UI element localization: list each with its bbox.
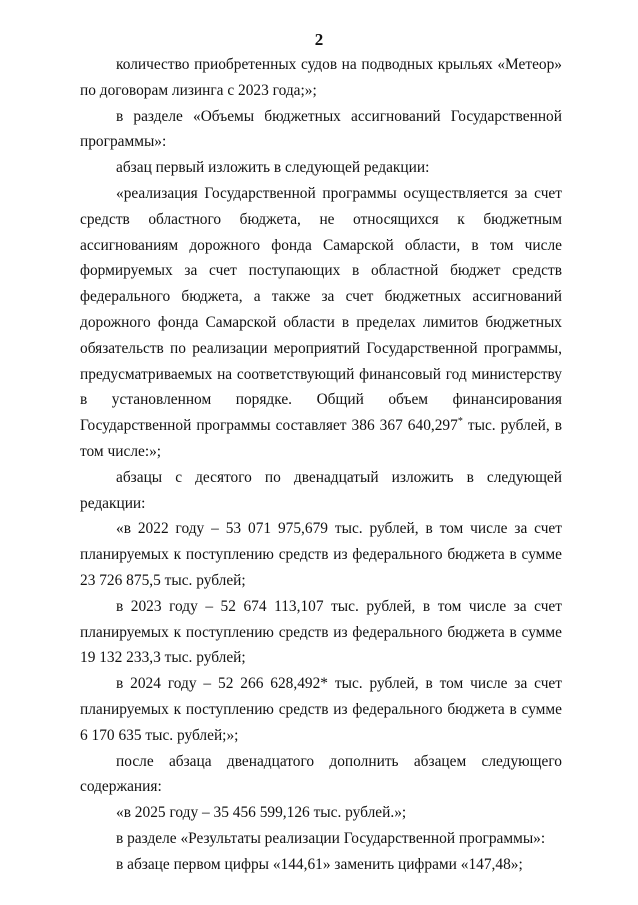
paragraph-year-2024: в 2024 году – 52 266 628,492* тыс. рублей, в том числе за счет планируемых к поступлению средств из федерального бюджета в сумме 6 170 635 тыс. рублей;»; (80, 675, 562, 744)
paragraph-add-abzac-instruction-end: содержания: (80, 778, 162, 796)
financing-text: «реализация Государственной программы осуществляется за счет средств областного бюджета, не относящихся к бюджетным ассигнованиям дорожного фонда Самарской области, в том числе формируемых за счет поступающих в областной бюджет средств федерального бюджета, а также за счет бюджетных ассигнований дорожного фонда Самарской области в пределах лимитов бюджетных обязательств по реализации мероприятий Государственной программы, предусматриваемых на соответствующий финансовый год министерству в установленном порядке. Общий объем финансирования Государственной программы составляет 386 367 640,297 (80, 184, 562, 435)
paragraph-year-2023: в 2023 году – 52 674 113,107 тыс. рублей, в том числе за счет планируемых к поступлению средств из федерального бюджета в сумме 19 132 233,3 тыс. рублей; (80, 597, 562, 667)
paragraph-budget-section: в разделе «Объемы бюджетных ассигнований Государственной программы»: (80, 107, 562, 151)
paragraph-add-abzac-instruction: после абзаца двенадцатого дополнить абзацем следующего (116, 752, 562, 770)
financing-text-end: тыс. рублей, в том числе:»; (80, 417, 562, 460)
paragraph-replace-figures: в абзаце первом цифры «144,61» заменить цифрами «147,48»; (116, 855, 523, 873)
paragraph-year-2022: «в 2022 году – 53 071 975,679 тыс. рублей, в том числе за счет планируемых к поступлению средств из федерального бюджета в сумме 23 726 875,5 тыс. рублей; (80, 520, 562, 589)
footnote-asterisk: * (457, 416, 463, 428)
paragraph-abzacs-10-12-instruction: абзацы с десятого по двенадцатый изложить в следующей редакции: (80, 468, 562, 512)
page-number: 2 (314, 30, 324, 49)
paragraph-meteor-vessels: количество приобретенных судов на подводных крыльях «Метеор» по договорам лизинга с 2023 года;»; (80, 56, 562, 99)
paragraph-first-abzac-instruction: абзац первый изложить в следующей редакции: (116, 159, 430, 177)
paragraph-results-section: в разделе «Результаты реализации Государственной программы»: (116, 829, 546, 847)
paragraph-year-2025: «в 2025 году – 35 456 599,126 тыс. рублей.»; (116, 804, 407, 822)
paragraph-program-financing (80, 181, 562, 465)
document-body (80, 52, 562, 878)
